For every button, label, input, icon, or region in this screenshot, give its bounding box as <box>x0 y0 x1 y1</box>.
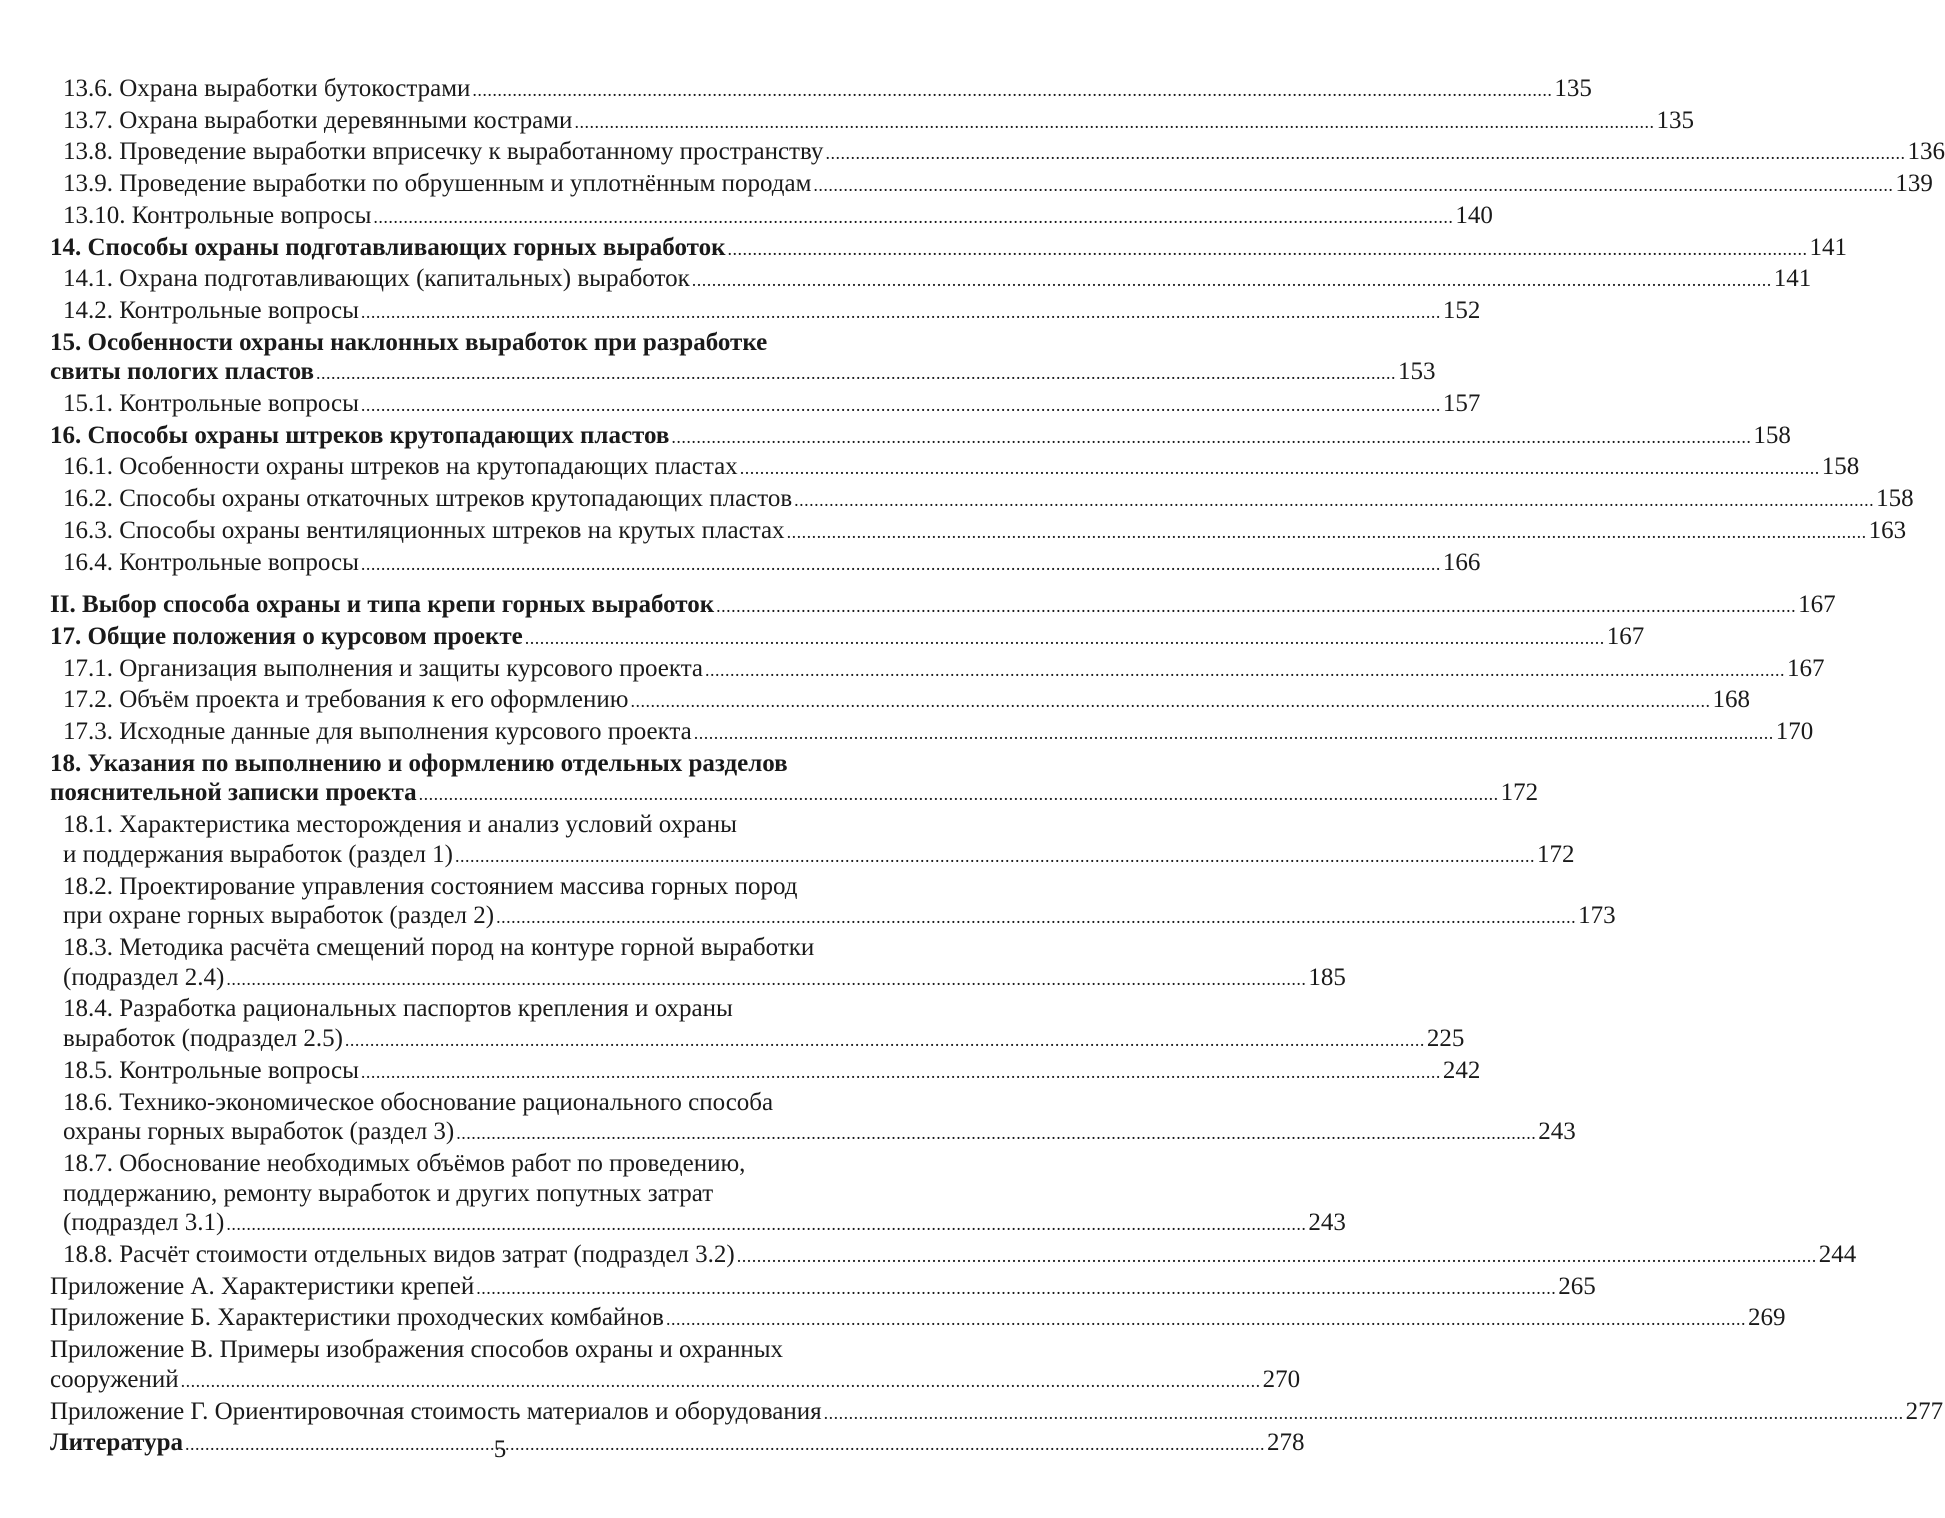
toc-entry-title: 14.2. Контрольные вопросы <box>63 296 359 324</box>
toc-entry <box>50 169 1933 201</box>
toc-entry <box>50 201 1493 233</box>
dot-leader <box>716 592 1796 622</box>
toc-entry <box>50 1149 1346 1240</box>
toc-entry-title: Приложение Б. Характеристики проходческих комбайнов <box>50 1304 664 1332</box>
toc-entry-title: 17. Общие положения о курсовом проекте <box>50 622 523 650</box>
dot-leader <box>455 842 1535 872</box>
toc-entry-page: 277 <box>1905 1397 1944 1425</box>
toc-entry <box>50 328 1436 389</box>
dot-leader <box>630 687 1710 717</box>
dot-leader <box>472 76 1552 106</box>
dot-leader <box>813 171 1893 201</box>
dot-leader <box>824 1399 1904 1429</box>
toc-entry-page: 168 <box>1712 686 1750 714</box>
toc-entry-title: 15.1. Контрольные вопросы <box>63 390 359 418</box>
toc-entry-page: 166 <box>1442 548 1481 576</box>
dot-leader <box>574 108 1654 138</box>
dot-leader <box>825 139 1905 169</box>
toc-entry-title-line: поддержанию, ремонту выработок и других попутных затрат <box>63 1179 714 1207</box>
toc-entry-page: 278 <box>1267 1429 1305 1457</box>
toc-entry-title: (подраздел 3.1) <box>63 1209 225 1237</box>
toc-entry <box>50 1240 1857 1272</box>
toc-entry <box>50 1272 1596 1304</box>
toc-entry <box>50 1335 1301 1396</box>
dot-leader <box>794 486 1874 516</box>
table-of-contents <box>50 74 1945 1460</box>
toc-entry-title: 18.8. Расчёт стоимости отдельных видов затрат (подраздел 3.2) <box>63 1241 735 1269</box>
toc-entry-page: 225 <box>1426 1025 1465 1053</box>
toc-entry-page: 141 <box>1809 233 1847 261</box>
dot-leader <box>692 266 1772 296</box>
toc-entry-title: 13.6. Охрана выработки бутокострами <box>63 75 471 102</box>
toc-entry-page: 135 <box>1554 75 1592 102</box>
toc-entry-title: 14. Способы охраны подготавливающих горных выработок <box>50 233 726 261</box>
toc-entry-title: свиты пологих пластов <box>50 358 315 386</box>
toc-entry <box>50 717 1814 749</box>
toc-entry-title: 13.7. Охрана выработки деревянными кострами <box>63 106 573 134</box>
toc-entry <box>50 933 1346 994</box>
toc-entry-title: 16.1. Особенности охраны штреков на крутопадающих пластах <box>63 453 738 481</box>
toc-entry <box>50 516 1907 548</box>
dot-leader <box>361 298 1441 328</box>
dot-leader <box>226 965 1306 995</box>
toc-entry <box>50 452 1860 484</box>
toc-entry <box>50 548 1481 580</box>
toc-entry-page: 152 <box>1442 296 1481 324</box>
dot-leader <box>476 1274 1556 1304</box>
toc-entry-page: 140 <box>1455 201 1493 229</box>
dot-leader <box>525 624 1605 654</box>
toc-entry-page: 157 <box>1442 390 1481 418</box>
page-number: 5 <box>493 1436 507 1463</box>
toc-entry-page: 153 <box>1398 358 1436 386</box>
dot-leader <box>671 423 1751 453</box>
toc-entry <box>50 590 1836 622</box>
toc-entry-title: и поддержания выработок (раздел 1) <box>63 840 453 868</box>
toc-entry-page: 158 <box>1876 485 1914 513</box>
toc-entry-page: 170 <box>1775 718 1814 746</box>
toc-entry-page: 243 <box>1308 1209 1346 1237</box>
toc-entry-title: 13.10. Контрольные вопросы <box>63 201 372 229</box>
toc-entry <box>50 622 1645 654</box>
toc-entry <box>50 685 1750 717</box>
toc-entry-page: 163 <box>1868 516 1907 544</box>
toc-entry-page: 172 <box>1537 840 1575 868</box>
toc-entry <box>50 106 1694 138</box>
toc-entry-title: 16.3. Способы охраны вентиляционных штреков на крутых пластах <box>63 516 785 544</box>
dot-leader <box>226 1210 1306 1240</box>
dot-leader <box>496 903 1576 933</box>
toc-entry <box>50 994 1465 1055</box>
toc-entry-page: 244 <box>1818 1241 1857 1269</box>
toc-entry <box>50 749 1539 810</box>
dot-leader <box>361 550 1441 580</box>
toc-entry <box>50 1088 1576 1149</box>
toc-entry <box>50 421 1791 453</box>
toc-entry-page: 269 <box>1748 1304 1786 1332</box>
toc-entry <box>50 1303 1786 1335</box>
toc-entry-title: 13.9. Проведение выработки по обрушенным и уплотнённым породам <box>63 170 812 198</box>
toc-entry-title-line: 18.7. Обоснование необходимых объёмов работ по проведению, <box>63 1149 746 1177</box>
toc-entry <box>50 1397 1944 1429</box>
dot-leader <box>345 1026 1425 1056</box>
toc-entry-title: II. Выбор способа охраны и типа крепи горных выработок <box>50 591 715 619</box>
toc-entry-page: 136 <box>1907 138 1945 166</box>
toc-entry-title: Литература <box>50 1429 184 1457</box>
dot-leader <box>666 1305 1746 1335</box>
toc-entry-title: (подраздел 2.4) <box>63 963 225 991</box>
toc-entry-title: при охране горных выработок (раздел 2) <box>63 902 495 930</box>
dot-leader <box>728 235 1808 265</box>
toc-entry-page: 167 <box>1798 591 1836 619</box>
dot-leader <box>361 1058 1441 1088</box>
toc-entry <box>50 389 1481 421</box>
toc-entry-page: 185 <box>1308 963 1346 991</box>
dot-leader <box>316 359 1396 389</box>
toc-entry-title: 16.2. Способы охраны откаточных штреков крутопадающих пластов <box>63 485 793 513</box>
toc-entry-title-line: 18.4. Разработка рациональных паспортов крепления и охраны <box>63 995 733 1023</box>
dot-leader <box>373 203 1453 233</box>
toc-entry-page: 158 <box>1753 421 1791 449</box>
toc-entry-page: 158 <box>1821 453 1860 481</box>
toc-entry-page: 242 <box>1442 1056 1481 1084</box>
toc-entry-page: 270 <box>1262 1365 1301 1393</box>
toc-entry-title: выработок (подраздел 2.5) <box>63 1025 343 1053</box>
toc-entry <box>50 233 1847 265</box>
toc-entry-title: Приложение А. Характеристики крепей <box>50 1272 475 1300</box>
dot-leader <box>181 1367 1261 1397</box>
toc-entry-page: 141 <box>1773 265 1812 293</box>
toc-entry <box>50 74 1592 106</box>
toc-entry-page: 139 <box>1895 170 1933 198</box>
toc-entry <box>50 1056 1481 1088</box>
toc-entry-title: 16.4. Контрольные вопросы <box>63 548 359 576</box>
toc-entry-title: 16. Способы охраны штреков крутопадающих пластов <box>50 421 670 449</box>
toc-entry-page: 167 <box>1787 654 1825 682</box>
dot-leader <box>740 454 1820 484</box>
toc-entry <box>50 296 1481 328</box>
toc-entry-title: 18.5. Контрольные вопросы <box>63 1056 359 1084</box>
toc-entry-page: 265 <box>1558 1272 1596 1300</box>
toc-entry-title-line: 18. Указания по выполнению и оформлению отдельных разделов <box>50 749 788 777</box>
dot-leader <box>737 1242 1817 1272</box>
toc-entry <box>50 137 1945 169</box>
toc-entry-title: 13.8. Проведение выработки вприсечку к выработанному пространству <box>63 138 824 166</box>
dot-leader <box>456 1119 1536 1149</box>
toc-entry-page: 243 <box>1538 1118 1576 1146</box>
toc-entry-title: 17.2. Объём проекта и требования к его оформлению <box>63 686 629 714</box>
toc-entry-page: 173 <box>1578 902 1616 930</box>
toc-entry-title-line: 18.6. Технико-экономическое обоснование рационального способа <box>63 1088 774 1116</box>
toc-entry-page: 135 <box>1656 106 1694 134</box>
toc-entry-title-line: 15. Особенности охраны наклонных выработок при разработке <box>50 328 768 356</box>
toc-entry-title-line: Приложение В. Примеры изображения способов охраны и охранных <box>50 1336 783 1364</box>
toc-entry <box>50 872 1616 933</box>
toc-entry-title-line: 18.2. Проектирование управления состоянием массива горных пород <box>63 872 798 900</box>
dot-leader <box>694 719 1774 749</box>
dot-leader <box>705 656 1785 686</box>
toc-entry <box>50 484 1914 516</box>
dot-leader <box>419 780 1499 810</box>
toc-entry <box>50 264 1812 296</box>
toc-entry-title: 17.1. Организация выполнения и защиты курсового проекта <box>63 654 704 682</box>
toc-entry-title: охраны горных выработок (раздел 3) <box>63 1118 455 1146</box>
dot-leader <box>361 391 1441 421</box>
toc-entry-title-line: 18.1. Характеристика месторождения и анализ условий охраны <box>63 811 737 839</box>
toc-entry-title: Приложение Г. Ориентировочная стоимость материалов и оборудования <box>50 1397 822 1425</box>
toc-entry-title: пояснительной записки проекта <box>50 779 417 807</box>
toc-entry-title: 17.3. Исходные данные для выполнения курсового проекта <box>63 718 692 746</box>
toc-entry-page: 172 <box>1500 779 1539 807</box>
toc-entry-title: 14.1. Охрана подготавливающих (капитальных) выработок <box>63 265 690 293</box>
toc-entry-title: сооружений <box>50 1365 179 1393</box>
toc-entry-page: 167 <box>1606 622 1645 650</box>
toc-entry <box>50 810 1575 871</box>
dot-leader <box>787 518 1867 548</box>
toc-entry-title-line: 18.3. Методика расчёта смещений пород на контуре горной выработки <box>63 933 815 961</box>
toc-entry <box>50 654 1825 686</box>
